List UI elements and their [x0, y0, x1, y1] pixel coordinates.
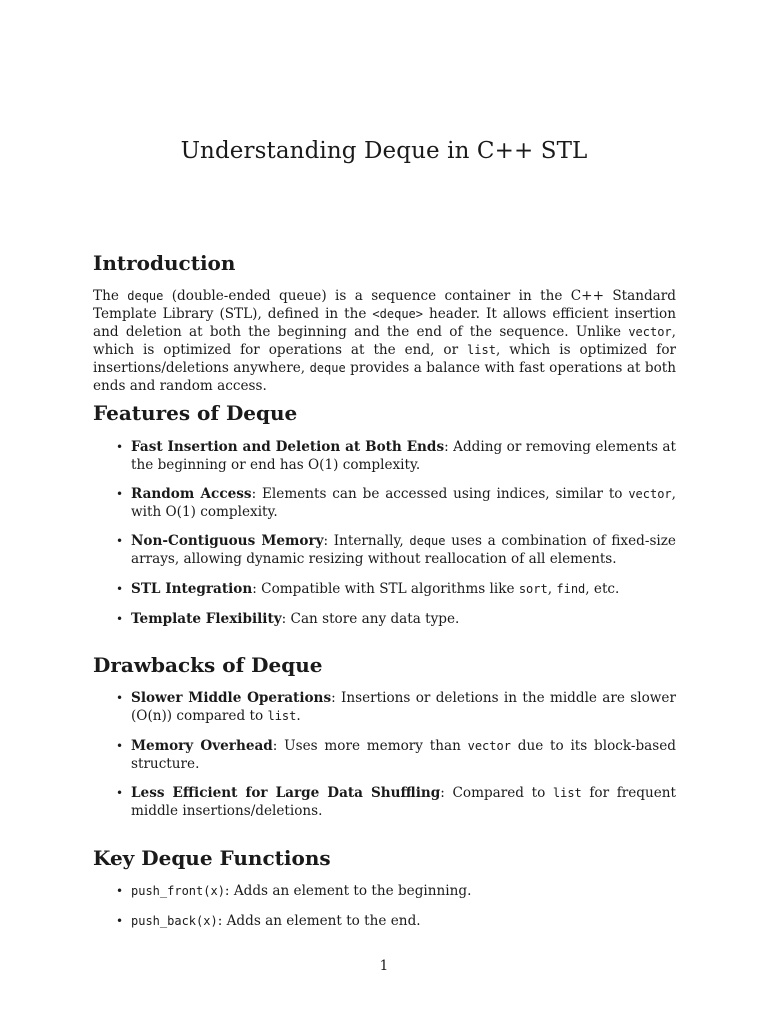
section-heading-drawbacks: Drawbacks of Deque	[93, 653, 323, 677]
intro-text: (double-ended queue) is a sequence container in the C++ Standard Template Library (STL), defined in the	[93, 288, 676, 322]
item-text: for frequent middle insertions/deletions.	[131, 785, 676, 819]
section-heading-functions: Key Deque Functions	[93, 846, 331, 870]
item-term: Memory Overhead	[131, 738, 273, 754]
item-text: uses a combination of fixed-size arrays, allowing dynamic resizing without reallocation of all elements.	[131, 533, 676, 567]
item-text: due to its block-based structure.	[131, 738, 676, 772]
item-term: Non-Contiguous Memory	[131, 533, 324, 549]
intro-text: header. It allows efficient insertion and deletion at both the beginning and the end of the sequence. Unlike	[93, 306, 676, 340]
code-list: list	[467, 343, 496, 357]
item-term: STL Integration	[131, 581, 253, 597]
code-deque-header: <deque>	[372, 307, 423, 321]
item-text: : Insertions or deletions in the middle are slower (O(n)) compared to	[131, 690, 676, 724]
item-term: Random Access	[131, 486, 252, 502]
code-deque: deque	[309, 361, 346, 375]
code-push-back: push_back(x)	[131, 914, 218, 928]
bullet-icon: •	[116, 914, 124, 928]
bullet-icon: •	[116, 786, 124, 800]
intro-text: , which is optimized for operations at the end, or	[93, 324, 676, 358]
code-push-front: push_front(x)	[131, 884, 225, 898]
item-term: Template Flexibility	[131, 611, 282, 627]
item-text: : Adds an element to the end.	[217, 913, 421, 929]
list-item	[116, 784, 676, 820]
item-text: : Adds an element to the beginning.	[224, 883, 472, 899]
bullet-icon: •	[116, 487, 124, 501]
list-item	[116, 532, 676, 568]
introduction-paragraph	[93, 287, 676, 395]
item-text: ,	[547, 581, 557, 597]
item-term: Fast Insertion and Deletion at Both Ends	[131, 439, 445, 455]
item-term: Less Efficient for Large Data Shuffling	[131, 785, 441, 801]
page-number: 1	[379, 958, 389, 974]
code-deque: deque	[127, 289, 164, 303]
item-text: , etc.	[585, 581, 620, 597]
code-find: find	[556, 582, 586, 596]
list-item	[116, 610, 676, 628]
bullet-icon: •	[116, 534, 124, 548]
intro-text: , which is optimized for insertions/deletions anywhere,	[93, 342, 676, 376]
code-list: list	[267, 709, 297, 723]
list-item	[116, 737, 676, 773]
page-title: Understanding Deque in C++ STL	[180, 138, 588, 164]
bullet-icon: •	[116, 884, 124, 898]
item-term: Slower Middle Operations	[131, 690, 332, 706]
bullet-icon: •	[116, 691, 124, 705]
list-item	[116, 882, 676, 900]
list-item	[116, 485, 676, 521]
intro-text: provides a balance with fast operations at both ends and random access.	[93, 360, 676, 394]
code-vector: vector	[628, 487, 672, 501]
code-sort: sort	[518, 582, 548, 596]
code-vector: vector	[628, 325, 672, 339]
section-heading-features: Features of Deque	[93, 401, 298, 425]
list-item	[116, 912, 676, 930]
list-item	[116, 580, 676, 598]
item-text: : Internally,	[323, 533, 410, 549]
list-item	[116, 438, 676, 474]
item-text: : Compatible with STL algorithms like	[252, 581, 519, 597]
item-text: , with O(1) complexity.	[131, 486, 676, 520]
item-text: .	[296, 708, 301, 724]
item-text: : Adding or removing elements at the beginning or end has O(1) complexity.	[131, 439, 676, 473]
item-text: : Elements can be accessed using indices, similar to	[251, 486, 629, 502]
intro-text: The	[93, 288, 128, 304]
code-vector: vector	[467, 739, 511, 753]
bullet-icon: •	[116, 440, 124, 454]
item-text: : Can store any data type.	[281, 611, 460, 627]
item-text: : Compared to	[440, 785, 553, 801]
code-list: list	[552, 786, 582, 800]
item-text: : Uses more memory than	[272, 738, 468, 754]
code-deque: deque	[409, 534, 446, 548]
section-heading-introduction: Introduction	[93, 251, 236, 275]
bullet-icon: •	[116, 739, 124, 753]
list-item	[116, 689, 676, 725]
bullet-icon: •	[116, 612, 124, 626]
bullet-icon: •	[116, 582, 124, 596]
